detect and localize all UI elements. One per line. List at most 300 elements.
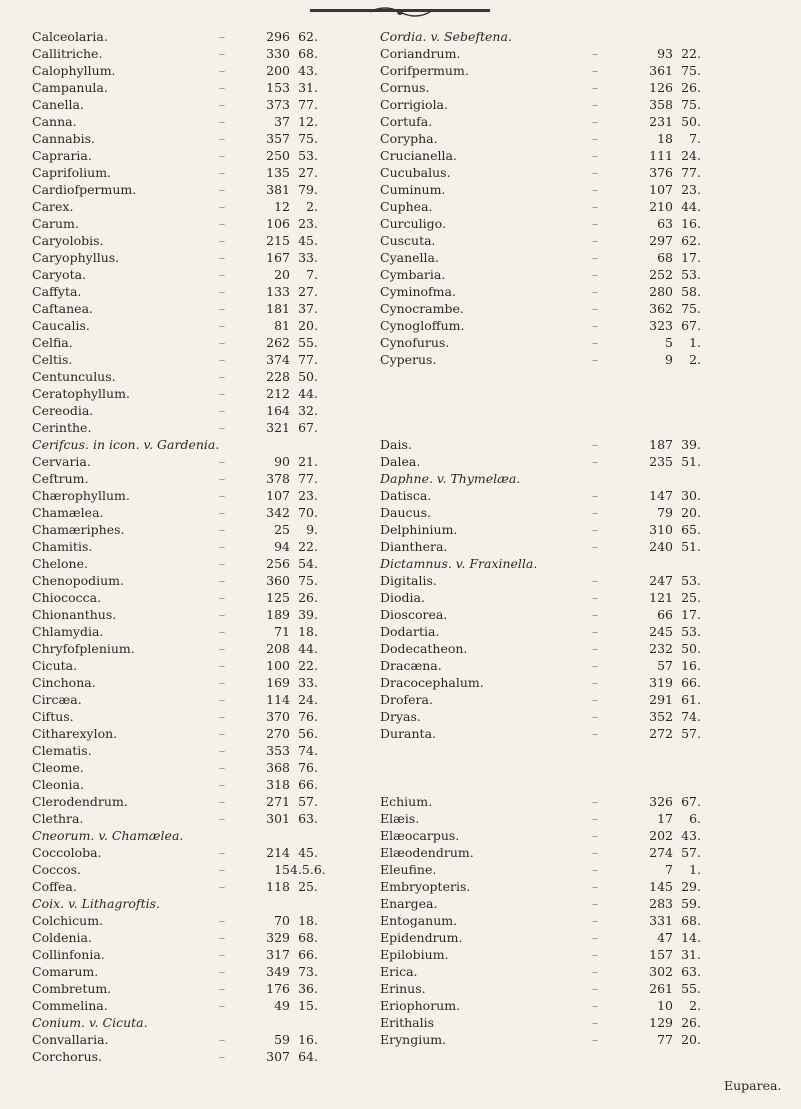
- entry-page: 45.: [298, 233, 318, 248]
- index-entry: [380, 215, 701, 232]
- index-entry: [32, 164, 318, 181]
- index-entry: [32, 283, 318, 300]
- index-entry: [380, 249, 701, 266]
- leader-dash: –: [218, 913, 226, 928]
- leader-dash: –: [218, 63, 226, 78]
- entry-name: Crucianella.: [380, 148, 457, 163]
- entry-name: Comarum.: [32, 964, 99, 979]
- leader-dash: –: [218, 930, 226, 945]
- leader-dash: –: [591, 930, 599, 945]
- entry-name: Cyanella.: [380, 250, 439, 265]
- entry-number: 111: [649, 148, 673, 163]
- index-entry: [32, 334, 318, 351]
- entry-number: 81: [274, 318, 290, 333]
- entry-page: 74.: [298, 743, 318, 758]
- index-entry: [32, 147, 318, 164]
- index-entry: [32, 1048, 318, 1065]
- entry-number: 349: [266, 964, 290, 979]
- entry-number: 370: [266, 709, 290, 724]
- leader-dash: –: [218, 352, 226, 367]
- index-entry: [32, 623, 318, 640]
- entry-name: Cervaria.: [32, 454, 91, 469]
- index-entry: [32, 929, 318, 946]
- entry-name: Cneorum. v. Chamælea.: [32, 828, 184, 843]
- entry-name: Cicuta.: [32, 658, 78, 673]
- leader-dash: –: [218, 131, 226, 146]
- entry-number: 133: [266, 284, 290, 299]
- index-entry: [32, 521, 318, 538]
- index-entry: [380, 1031, 701, 1048]
- index-entry: [380, 232, 701, 249]
- entry-name: Elæocarpus.: [380, 828, 460, 843]
- entry-page: 14.: [681, 930, 701, 945]
- entry-number: 107: [649, 182, 673, 197]
- entry-number: 280: [649, 284, 673, 299]
- index-entry: [380, 946, 701, 963]
- entry-number: 66: [657, 607, 673, 622]
- entry-number: 245: [649, 624, 673, 639]
- entry-page: 50.: [681, 641, 701, 656]
- entry-page: 51.: [681, 539, 701, 554]
- entry-number: 318: [266, 777, 290, 792]
- entry-number: 63: [657, 216, 673, 231]
- entry-name: Dryas.: [380, 709, 421, 724]
- leader-dash: –: [591, 267, 599, 282]
- entry-page: 65.: [681, 522, 701, 537]
- entry-number: 59: [274, 1032, 290, 1047]
- entry-number: 374: [266, 352, 290, 367]
- entry-page: 18.: [298, 624, 318, 639]
- entry-number: 247: [649, 573, 673, 588]
- index-entry: [380, 589, 701, 606]
- entry-name: Entoganum.: [380, 913, 458, 928]
- entry-name: Dianthera.: [380, 539, 448, 554]
- entry-page: 32.: [298, 403, 318, 418]
- index-entry: [380, 300, 701, 317]
- entry-name: Circæa.: [32, 692, 82, 707]
- entry-page: 39.: [298, 607, 318, 622]
- index-entry: [32, 300, 318, 317]
- entry-page: 31.: [298, 80, 318, 95]
- entry-name: Erica.: [380, 964, 418, 979]
- entry-page: 9.: [306, 522, 318, 537]
- entry-name: Eleufine.: [380, 862, 437, 877]
- entry-number: 310: [649, 522, 673, 537]
- entry-name: Convallaria.: [32, 1032, 109, 1047]
- index-entry: [32, 266, 318, 283]
- entry-page: 61.: [681, 692, 701, 707]
- entry-number: 252: [649, 267, 673, 282]
- entry-number: 353: [266, 743, 290, 758]
- entry-name: Celfia.: [32, 335, 73, 350]
- entry-number: 94: [274, 539, 290, 554]
- index-entry: [32, 487, 318, 504]
- entry-name: Commelina.: [32, 998, 108, 1013]
- entry-page: 2.: [689, 352, 701, 367]
- index-entry: [380, 623, 701, 640]
- entry-number: 378: [266, 471, 290, 486]
- leader-dash: –: [591, 165, 599, 180]
- entry-name: Capraria.: [32, 148, 92, 163]
- entry-page: 1.: [689, 862, 701, 877]
- index-entry: [380, 504, 701, 521]
- entry-page: 26.: [681, 80, 701, 95]
- index-entry: [380, 555, 701, 572]
- index-entry: [380, 130, 701, 147]
- index-entry: [380, 470, 701, 487]
- entry-name: Cardiofpermum.: [32, 182, 137, 197]
- entry-number: 70: [274, 913, 290, 928]
- index-entry: [380, 436, 701, 453]
- entry-name: Colchicum.: [32, 913, 104, 928]
- index-entry: [32, 572, 318, 589]
- entry-page: 27.: [298, 284, 318, 299]
- index-entry: [32, 130, 318, 147]
- index-entry: [380, 385, 701, 402]
- index-entry: [32, 62, 318, 79]
- entry-page: 75.: [681, 97, 701, 112]
- leader-dash: –: [218, 403, 226, 418]
- entry-name: Cuphea.: [380, 199, 433, 214]
- entry-name: Corchorus.: [32, 1049, 103, 1064]
- entry-name: Cortufa.: [380, 114, 433, 129]
- leader-dash: –: [591, 658, 599, 673]
- index-entry: [380, 198, 701, 215]
- entry-name: Duranta.: [380, 726, 436, 741]
- index-entry: [32, 589, 318, 606]
- index-entry: [32, 793, 318, 810]
- leader-dash: –: [218, 505, 226, 520]
- entry-number: 358: [649, 97, 673, 112]
- index-entry: [32, 96, 318, 113]
- entry-number: 68: [657, 250, 673, 265]
- index-entry: [380, 912, 701, 929]
- entry-page: 62.: [681, 233, 701, 248]
- entry-page: 36.: [298, 981, 318, 996]
- index-entry: [380, 334, 701, 351]
- index-entry: [32, 317, 318, 334]
- entry-number: 181: [266, 301, 290, 316]
- entry-name: Embryopteris.: [380, 879, 471, 894]
- index-entry: [380, 45, 701, 62]
- entry-page: 2.: [689, 998, 701, 1013]
- entry-number: 202: [649, 828, 673, 843]
- index-entry: [32, 470, 318, 487]
- leader-dash: –: [218, 80, 226, 95]
- leader-dash: –: [591, 114, 599, 129]
- entry-page: 24.: [681, 148, 701, 163]
- entry-number: 210: [649, 199, 673, 214]
- entry-number: 189: [266, 607, 290, 622]
- entry-name: Dracocephalum.: [380, 675, 484, 690]
- entry-number: 118: [266, 879, 290, 894]
- entry-number: 342: [266, 505, 290, 520]
- index-entry: [380, 997, 701, 1014]
- leader-dash: –: [591, 335, 599, 350]
- entry-name: Dodecatheon.: [380, 641, 468, 656]
- index-entry: [32, 555, 318, 572]
- entry-page: 76.: [298, 709, 318, 724]
- leader-dash: –: [591, 981, 599, 996]
- leader-dash: –: [218, 811, 226, 826]
- index-entry: [380, 113, 701, 130]
- leader-dash: –: [218, 1049, 226, 1064]
- index-entry: [380, 538, 701, 555]
- entry-page: 43.: [298, 63, 318, 78]
- leader-dash: –: [591, 1015, 599, 1030]
- entry-page: 16.: [681, 658, 701, 673]
- index-entry: [32, 436, 318, 453]
- leader-dash: –: [218, 794, 226, 809]
- entry-number: 317: [266, 947, 290, 962]
- index-entry: [32, 708, 318, 725]
- entry-name: Chamitis.: [32, 539, 93, 554]
- entry-name: Coffea.: [32, 879, 77, 894]
- entry-name: Clethra.: [32, 811, 84, 826]
- leader-dash: –: [218, 624, 226, 639]
- entry-number: 121: [649, 590, 673, 605]
- index-entry: [32, 827, 318, 844]
- entry-page: 57.: [681, 726, 701, 741]
- entry-page: 50.: [298, 369, 318, 384]
- entry-page: 77.: [298, 471, 318, 486]
- entry-number: 135: [266, 165, 290, 180]
- entry-number: 176: [266, 981, 290, 996]
- entry-page: 25.: [298, 879, 318, 894]
- entry-page: 66.: [681, 675, 701, 690]
- entry-page: 67.: [681, 794, 701, 809]
- entry-number: 376: [649, 165, 673, 180]
- index-entry: [380, 283, 701, 300]
- entry-page: 75.: [681, 63, 701, 78]
- index-entry: [380, 963, 701, 980]
- entry-page: 23.: [298, 216, 318, 231]
- catchword: Euparea.: [724, 1078, 782, 1093]
- leader-dash: –: [591, 454, 599, 469]
- index-entry: [32, 402, 318, 419]
- leader-dash: –: [218, 743, 226, 758]
- entry-page: 20.: [681, 505, 701, 520]
- index-entry: [380, 266, 701, 283]
- entry-page: 67.: [298, 420, 318, 435]
- entry-page: 77.: [298, 97, 318, 112]
- entry-number: 106: [266, 216, 290, 231]
- entry-page: 53.: [681, 573, 701, 588]
- entry-number: 361: [649, 63, 673, 78]
- index-entry: [380, 351, 701, 368]
- entry-number: 296: [266, 29, 290, 44]
- entry-name: Corifpermum.: [380, 63, 469, 78]
- entry-number: 360: [266, 573, 290, 588]
- entry-name: Delphinium.: [380, 522, 458, 537]
- entry-number: 272: [649, 726, 673, 741]
- entry-page: 68.: [681, 913, 701, 928]
- entry-name: Caprifolium.: [32, 165, 112, 180]
- entry-page: 37.: [298, 301, 318, 316]
- entry-name: Caryota.: [32, 267, 87, 282]
- index-entry: [380, 28, 701, 45]
- index-entry: [32, 725, 318, 742]
- entry-name: Caucalis.: [32, 318, 90, 333]
- index-entry: [32, 810, 318, 827]
- entry-page: 33.: [298, 250, 318, 265]
- index-entry: [32, 606, 318, 623]
- leader-dash: –: [218, 318, 226, 333]
- leader-dash: –: [218, 420, 226, 435]
- entry-number: 215: [266, 233, 290, 248]
- leader-dash: –: [591, 131, 599, 146]
- entry-page: 68.: [298, 46, 318, 61]
- entry-page: 2.: [306, 199, 318, 214]
- entry-number: 214: [266, 845, 290, 860]
- entry-page: 22.: [681, 46, 701, 61]
- leader-dash: –: [218, 522, 226, 537]
- entry-number: 15: [274, 862, 290, 877]
- leader-dash: –: [591, 233, 599, 248]
- entry-number: 256: [266, 556, 290, 571]
- entry-name: Enargea.: [380, 896, 438, 911]
- index-entry: [380, 725, 701, 742]
- entry-number: 283: [649, 896, 673, 911]
- entry-page: 75.: [298, 131, 318, 146]
- entry-number: 12: [274, 199, 290, 214]
- entry-name: Caftanea.: [32, 301, 93, 316]
- entry-page: 18.: [298, 913, 318, 928]
- leader-dash: –: [591, 318, 599, 333]
- leader-dash: –: [591, 63, 599, 78]
- entry-page: 53.: [681, 624, 701, 639]
- index-entry: [32, 657, 318, 674]
- index-entry: [32, 895, 318, 912]
- leader-dash: –: [218, 607, 226, 622]
- index-column-right: [380, 28, 701, 1048]
- entry-name: Corypha.: [380, 131, 438, 146]
- entry-number: 291: [649, 692, 673, 707]
- index-entry: [32, 963, 318, 980]
- index-entry: [380, 861, 701, 878]
- entry-number: 319: [649, 675, 673, 690]
- entry-page: 76.: [298, 760, 318, 775]
- entry-number: 93: [657, 46, 673, 61]
- entry-name: Dais.: [380, 437, 412, 452]
- index-entry: [380, 453, 701, 470]
- leader-dash: –: [591, 726, 599, 741]
- entry-name: Clerodendrum.: [32, 794, 128, 809]
- entry-name: Epidendrum.: [380, 930, 463, 945]
- entry-name: Caffyta.: [32, 284, 82, 299]
- index-entry: [32, 538, 318, 555]
- entry-page: 7.: [689, 131, 701, 146]
- entry-name: Cynofurus.: [380, 335, 450, 350]
- entry-number: 250: [266, 148, 290, 163]
- entry-page: 77.: [298, 352, 318, 367]
- entry-name: Cyperus.: [380, 352, 437, 367]
- entry-page: 16.: [681, 216, 701, 231]
- entry-name: Coix. v. Lithagroftis.: [32, 896, 160, 911]
- entry-page: 17.: [681, 607, 701, 622]
- entry-number: 147: [649, 488, 673, 503]
- entry-number: 37: [274, 114, 290, 129]
- entry-name: Cuscuta.: [380, 233, 436, 248]
- entry-page: 79.: [298, 182, 318, 197]
- entry-page: 30.: [681, 488, 701, 503]
- entry-number: 125: [266, 590, 290, 605]
- leader-dash: –: [218, 488, 226, 503]
- entry-name: Canna.: [32, 114, 77, 129]
- entry-number: 200: [266, 63, 290, 78]
- leader-dash: –: [591, 148, 599, 163]
- entry-name: Calceolaria.: [32, 29, 108, 44]
- entry-number: 100: [266, 658, 290, 673]
- entry-name: Dodartia.: [380, 624, 440, 639]
- entry-number: 297: [649, 233, 673, 248]
- entry-name: Corrigiola.: [380, 97, 448, 112]
- entry-name: Elæis.: [380, 811, 420, 826]
- entry-number: 77: [657, 1032, 673, 1047]
- entry-name: Cynocrambe.: [380, 301, 464, 316]
- index-entry: [32, 691, 318, 708]
- leader-dash: –: [591, 1032, 599, 1047]
- entry-name: Cordia. v. Sebeftena.: [380, 29, 512, 44]
- entry-number: 301: [266, 811, 290, 826]
- entry-page: 44.: [298, 386, 318, 401]
- leader-dash: –: [591, 998, 599, 1013]
- entry-page: 63.: [298, 811, 318, 826]
- entry-number: 271: [266, 794, 290, 809]
- entry-name: Erinus.: [380, 981, 426, 996]
- leader-dash: –: [591, 828, 599, 843]
- entry-name: Citharexylon.: [32, 726, 118, 741]
- leader-dash: –: [218, 29, 226, 44]
- entry-name: Cereodia.: [32, 403, 94, 418]
- entry-name: Dalea.: [380, 454, 421, 469]
- entry-page: 73.: [298, 964, 318, 979]
- leader-dash: –: [218, 233, 226, 248]
- leader-dash: –: [591, 199, 599, 214]
- entry-page: 67.: [681, 318, 701, 333]
- entry-number: 57: [657, 658, 673, 673]
- entry-name: Drofera.: [380, 692, 433, 707]
- entry-name: Celtis.: [32, 352, 73, 367]
- entry-name: Chamælea.: [32, 505, 104, 520]
- entry-page: 16.: [298, 1032, 318, 1047]
- index-entry: [380, 640, 701, 657]
- index-entry: [380, 776, 701, 793]
- entry-page: 77.: [681, 165, 701, 180]
- entry-page: 29.: [681, 879, 701, 894]
- leader-dash: –: [591, 284, 599, 299]
- leader-dash: –: [218, 573, 226, 588]
- entry-number: 187: [649, 437, 673, 452]
- entry-number: 262: [266, 335, 290, 350]
- entry-page: 50.: [681, 114, 701, 129]
- index-entry: [32, 980, 318, 997]
- entry-page: 6.: [689, 811, 701, 826]
- entry-name: Daucus.: [380, 505, 431, 520]
- leader-dash: –: [218, 981, 226, 996]
- leader-dash: –: [591, 352, 599, 367]
- entry-name: Digitalis.: [380, 573, 437, 588]
- entry-number: 331: [649, 913, 673, 928]
- leader-dash: –: [218, 777, 226, 792]
- entry-number: 90: [274, 454, 290, 469]
- entry-number: 302: [649, 964, 673, 979]
- index-entry: [380, 895, 701, 912]
- index-entry: [380, 793, 701, 810]
- index-entry: [380, 606, 701, 623]
- leader-dash: –: [591, 505, 599, 520]
- entry-number: 164: [266, 403, 290, 418]
